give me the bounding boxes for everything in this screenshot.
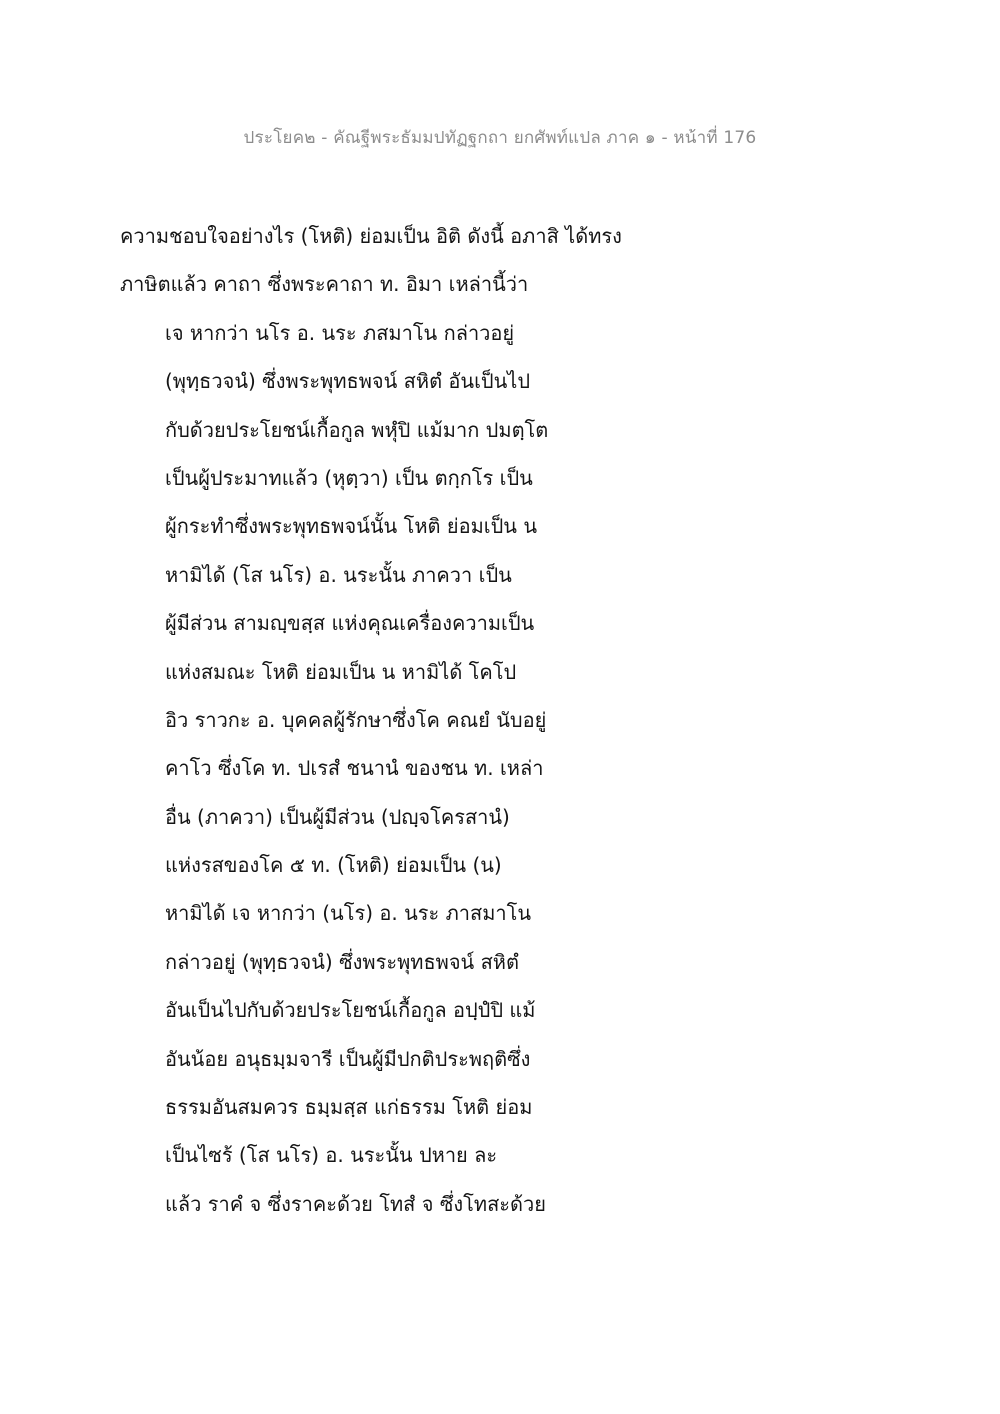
verse-line: อันน้อย อนุธมฺมจารี เป็นผู้มีปกติประพฤติซึ่ง (165, 1046, 531, 1071)
verse-line: ผู้มีส่วน สามญฺขสฺส แห่งคุณเครื่องความเป็น (165, 611, 535, 636)
verse-line: หามิได้ เจ หากว่า (นโร) อ. นระ ภาสมาโน (165, 901, 532, 926)
text-line: ความชอบใจอย่างไร (โหติ) ย่อมเป็น อิติ ดังนี้ อภาสิ ได้ทรง (120, 224, 622, 248)
verse-line: เจ หากว่า นโร อ. นระ ภสมาโน กล่าวอยู่ (165, 320, 515, 345)
verse-line: คาโว ซึ่งโค ท. ปเรสํ ชนานํ ของชน ท. เหล่า (165, 756, 544, 781)
verse-line: แล้ว ราคํ จ ซึ่งราคะด้วย โทสํ จ ซึ่งโทสะด้วย (165, 1191, 546, 1216)
verse-line: อิว ราวกะ อ. บุคคลผู้รักษาซึ่งโค คณยํ นับอยู่ (165, 707, 547, 732)
verse-line: ธรรมอันสมควร ธมฺมสฺส แก่ธรรม โหติ ย่อม (165, 1095, 533, 1120)
verse-line: ผู้กระทำซึ่งพระพุทธพจน์นั้น โหติ ย่อมเป็น น (165, 514, 538, 539)
verse-line: เป็นผู้ประมาทแล้ว (หุตฺวา) เป็น ตกฺกโร เป็น (165, 465, 533, 490)
verse-line: อื่น (ภาควา) เป็นผู้มีส่วน (ปญฺจโครสานํ) (165, 804, 510, 829)
verse-line: กับด้วยประโยชน์เกื้อกูล พหุํปิ แม้มาก ปมตฺโต (165, 417, 549, 442)
verse-line: แห่งสมณะ โหติ ย่อมเป็น น หามิได้ โคโป (165, 659, 517, 684)
verse-line: เป็นไซร้ (โส นโร) อ. นระนั้น ปหาย ละ (165, 1143, 498, 1168)
verse-line: แห่งรสของโค ๕ ท. (โหติ) ย่อมเป็น (น) (165, 853, 502, 878)
verse-line: หามิได้ (โส นโร) อ. นระนั้น ภาควา เป็น (165, 562, 512, 587)
verse-line: กล่าวอยู่ (พุทฺธวจนํ) ซึ่งพระพุทธพจน์ สหิตํ (165, 949, 519, 974)
body-text (120, 212, 940, 1228)
verse-line: (พุทฺธวจนํ) ซึ่งพระพุทธพจน์ สหิตํ อันเป็นไป (165, 369, 531, 394)
running-header: ประโยค๒ - คัณฐีพระธัมมปทัฏฐกถา ยกศัพท์แปล ภาค ๑ - หน้าที่ 176 (243, 128, 757, 148)
text-line: ภาษิตแล้ว คาถา ซึ่งพระคาถา ท. อิมา เหล่านี้ว่า (120, 272, 529, 297)
verse-line: อันเป็นไปกับด้วยประโยชน์เกื้อกูล อปฺปํปิ แม้ (165, 998, 536, 1023)
